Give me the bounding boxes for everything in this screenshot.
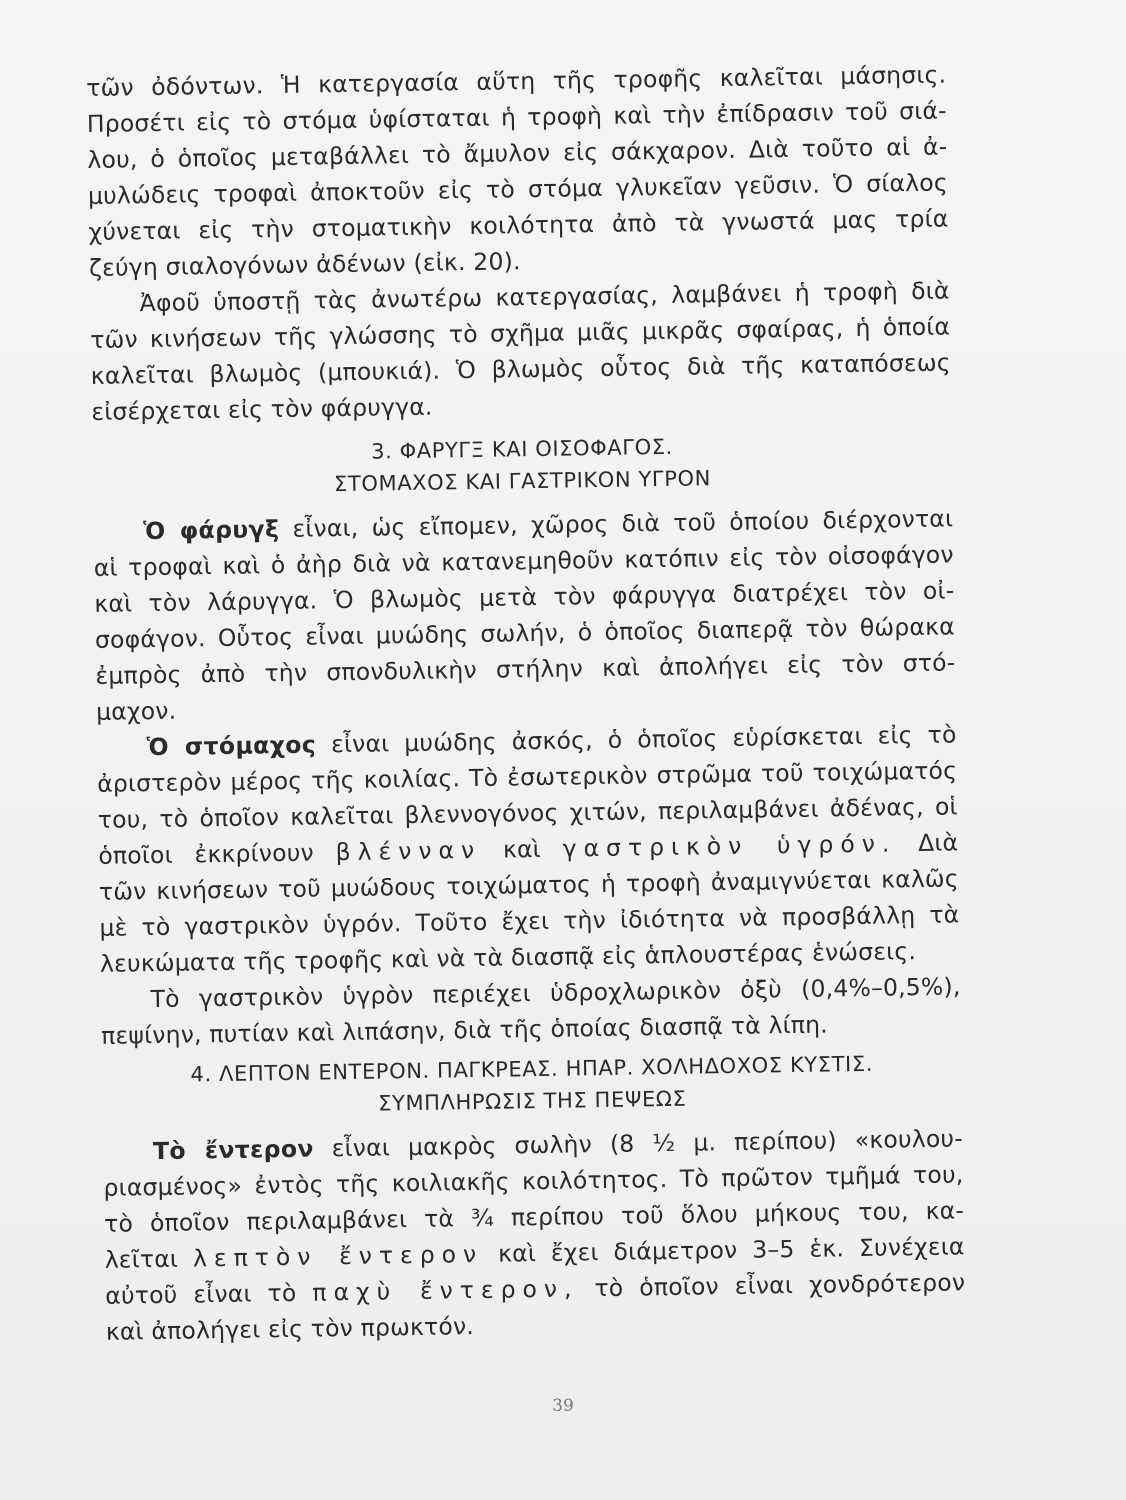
text-run: Διὰ (896, 828, 959, 858)
text-line: αἱ τροφαὶ καὶ ὁ ἀὴρ διὰ νὰ κατανεμηθοῦν κατόπιν εἰς τὸν οἰσοφάγον (93, 540, 954, 582)
text-line: μὲ τὸ γαστρικὸν ὑγρόν. Τοῦτο ἔχει τὴν ἰδιότητα νὰ προσβάλλῃ τὰ (99, 900, 960, 942)
text-line: ριασμένος» ἐντὸς τῆς κοιλιακῆς κοιλότητος. Τὸ πρῶτον τμῆμά του, (103, 1160, 964, 1202)
text-line: χύνεται εἰς τὴν στοματικὴν κοιλότητα ἀπὸ τὰ γνωστά μας τρία (88, 204, 949, 246)
text-line: ἐμπρὸς ἀπὸ τὴν σπονδυλικὴν στήλην καὶ ἀπολήγει εἰς τὸν στό- (95, 648, 956, 690)
paragraph-gastric-juice (100, 968, 961, 1053)
text-run: τὸ ὁποῖον εἶναι χονδρότερον (578, 1268, 966, 1303)
text-run: καὶ ἔχει διάμετρον 3–5 ἑκ. Συνέχεια (482, 1232, 965, 1268)
text-run: εἶναι μακρὸς σωλὴν (8 ½ μ. περίπου) «κουλου- (313, 1124, 964, 1163)
paragraph-pharynx (93, 500, 956, 729)
text-line: καλεῖται βλωμὸς (μπουκιά). Ὁ βλωμὸς οὗτος διὰ τῆς καταπόσεως (90, 348, 951, 390)
text-line: τῶν ὀδόντων. Ἡ κατεργασία αὕτη τῆς τροφῆς καλεῖται μάσησις. (86, 60, 947, 102)
text-column (86, 56, 966, 1349)
text-run: καὶ (480, 834, 563, 864)
text-run: εἶναι μυώδης ἀσκός, ὁ ὁποῖος εὑρίσκεται εἰς τὸ (315, 720, 957, 759)
text-line: σοφάγον. Οὗτος εἶναι μυώδης σωλήν, ὁ ὁποῖος διαπερᾷ τὸν θώρακα (94, 612, 956, 654)
text-line: Τὸ γαστρικὸν ὑγρὸν περιέχει ὑδροχλωρικὸν ὀξὺ (0,4%–0,5%), (150, 972, 961, 1014)
spaced-term-gastric-juice: γαστρικὸν ὑγρόν. (562, 829, 897, 863)
text-line: τὸ ὁποῖον περιλαμβάνει τὰ ¾ περίπου τοῦ ὅλου μήκους του, κα- (103, 1196, 965, 1238)
text-line: τῶν κινήσεων τῆς γλώσσης τὸ σχῆμα μιᾶς μικρᾶς σφαίρας, ἡ ὁποία (90, 312, 951, 354)
section-heading-3: 3. ΦΑΡΥΓΞ ΚΑΙ ΟΙΣΟΦΑΓΟΣ. (370, 434, 674, 464)
text-line: πεψίνην, πυτίαν καὶ λιπάσην, διὰ τῆς ὁποίας διασπᾷ τὰ λίπη. (100, 1010, 829, 1050)
text-line: ζεύγη σιαλογόνων ἀδένων (εἰκ. 20). (88, 247, 521, 282)
text-line: μυλώδεις τροφαὶ ἀποκτοῦν εἰς τὸ στόμα γλυκεῖαν γεῦσιν. Ὁ σίαλος (87, 168, 949, 210)
spaced-term-mucus: βλένναν (335, 835, 482, 867)
term-intestine: Τὸ ἔντερον (152, 1134, 315, 1166)
page-number: 39 (552, 1396, 574, 1416)
text-line: του, τὸ ὁποῖον καλεῖται βλεννογόνος χιτών, περιλαμβάνει ἀδένας, οἱ (97, 792, 958, 834)
text-line: τῶν κινήσεων τοῦ μυώδους τοιχώματος ἡ τροφὴ ἀναμιγνύεται καλῶς (98, 864, 960, 906)
text-line: λου, ὁ ὁποῖος μεταβάλλει τὸ ἄμυλον εἰς σάκχαρον. Διὰ τοῦτο αἱ ἀ- (87, 132, 948, 174)
text-run: εἶναι, ὡς εἴπομεν, χῶρος διὰ τοῦ ὁποίου διέρχονται (279, 504, 954, 544)
spaced-term-small-intestine: λεπτὸν ἔντερον (192, 1239, 484, 1273)
text-run: αὐτοῦ εἶναι τὸ (105, 1278, 313, 1310)
spaced-term-large-intestine: παχὺ ἔντερον, (312, 1274, 579, 1307)
section-subheading-3: ΣΤΟΜΑΧΟΣ ΚΑΙ ΓΑΣΤΡΙΚΟΝ ΥΓΡΟΝ (333, 466, 712, 497)
text-line: μαχον. (95, 696, 177, 726)
text-line: ἀριστερὸν μέρος τῆς κοιλίας. Τὸ ἐσωτερικὸν στρῶμα τοῦ τοιχώματός (96, 756, 958, 798)
text-line: λευκώματα τῆς τροφῆς καὶ νὰ τὰ διασπᾷ εἰς ἁπλουστέρας ἑνώσεις. (99, 937, 917, 978)
text-line: εἰσέρχεται εἰς τὸν φάρυγγα. (91, 392, 433, 426)
text-line: καὶ τὸν λάρυγγα. Ὁ βλωμὸς μετὰ τὸν φάρυγγα διατρέχει τὸν οἰ- (94, 576, 955, 618)
text-line: Προσέτι εἰς τὸ στόμα ὑφίσταται ἡ τροφὴ καὶ τὴν ἐπίδρασιν τοῦ σιά- (86, 96, 947, 138)
paragraph-intestine (103, 1120, 966, 1349)
paragraph-bolus (89, 272, 951, 429)
text-line: Ἀφοῦ ὑποστῇ τὰς ἀνωτέρω κατεργασίας, λαμβάνει ἡ τροφὴ διὰ (139, 276, 950, 318)
paragraph-mastication (86, 56, 949, 285)
paragraph-stomach (96, 716, 960, 981)
text-run: λεῖται (104, 1244, 194, 1274)
text-run: ὁποῖοι ἐκκρίνουν (98, 838, 336, 870)
section-subheading-4: ΣΥΜΠΛΗΡΩΣΙΣ ΤΗΣ ΠΕΨΕΩΣ (377, 1086, 687, 1116)
term-pharynx: Ὁ φάρυγξ (143, 515, 280, 546)
term-stomach: Ὁ στόμαχος (146, 730, 317, 762)
text-line: καὶ ἀπολήγει εἰς τὸν πρωκτόν. (105, 1312, 475, 1346)
section-heading-4: 4. ΛΕΠΤΟΝ ΕΝΤΕΡΟΝ. ΠΑΓΚΡΕΑΣ. ΗΠΑΡ. ΧΟΛΗΔΟΧΟΣ ΚΥΣΤΙΣ. (190, 1051, 874, 1087)
